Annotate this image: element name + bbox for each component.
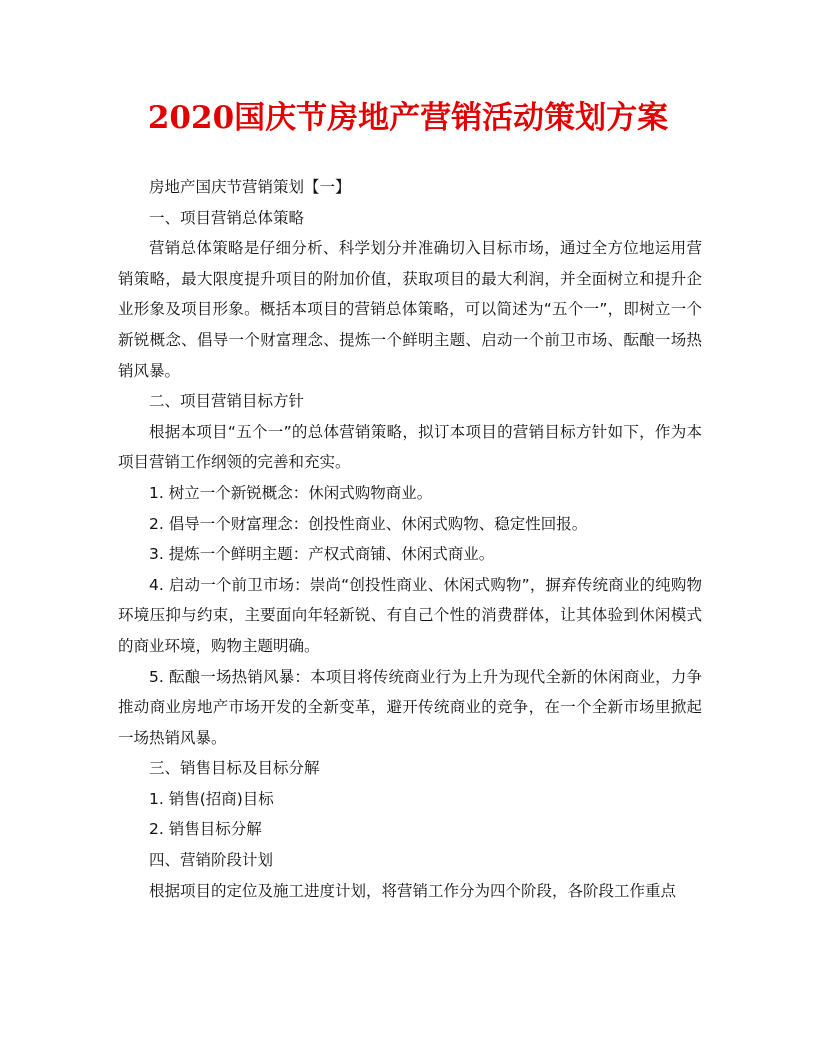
heading-target-policy: 二、项目营销目标方针: [149, 392, 305, 411]
list-item-3: 3. 提炼一个鲜明主题：产权式商铺、休闲式商业。: [149, 545, 495, 564]
list-item-1: 1. 树立一个新锐概念：休闲式购物商业。: [149, 483, 433, 502]
list-item-4: 4. 启动一个前卫市场：崇尚“创投性商业、休闲式购物”，摒弃传统商业的纯购物环境压抑与约束，主要面向年轻新锐、有自己个性的消费群体，让其体验到休闲模式的商业环境，购物主题明确。: [118, 575, 702, 655]
heading-overall-strategy: 一、项目营销总体策略: [149, 208, 305, 227]
heading-sales-targets: 三、销售目标及目标分解: [149, 759, 320, 778]
heading-marketing-phases: 四、营销阶段计划: [149, 851, 274, 870]
document-body: [118, 172, 702, 906]
sales-item-1: 1. 销售(招商)目标: [149, 789, 274, 808]
list-item-2: 2. 倡导一个财富理念：创投性商业、休闲式购物、稳定性回报。: [149, 514, 588, 533]
paragraph-overall-strategy: 营销总体策略是仔细分析、科学划分并准确切入目标市场，通过全方位地运用营销策略，最大限度提升项目的附加价值，获取项目的最大利润，并全面树立和提升企业形象及项目形象。概括本项目的营销总体策略，可以简述为“五个一”，即树立一个新锐概念、倡导一个财富理念、提炼一个鲜明主题、启动一个前卫市场、酝酿一场热销风暴。: [118, 239, 702, 380]
section-heading-part-one: 房地产国庆节营销策划【一】: [149, 178, 351, 196]
paragraph-marketing-phases: 根据项目的定位及施工进度计划，将营销工作分为四个阶段，各阶段工作重点: [149, 881, 677, 900]
document-title: 2020国庆节房地产营销活动策划方案: [147, 100, 669, 136]
paragraph-target-policy: 根据本项目“五个一”的总体营销策略，拟订本项目的营销目标方针如下，作为本项目营销工作纲领的完善和充实。: [118, 422, 702, 472]
list-item-5: 5. 酝酿一场热销风暴：本项目将传统商业行为上升为现代全新的休闲商业，力争推动商业房地产市场开发的全新变革，避开传统商业的竞争，在一个全新市场里掀起一场热销风暴。: [118, 667, 702, 747]
sales-item-2: 2. 销售目标分解: [149, 820, 262, 839]
